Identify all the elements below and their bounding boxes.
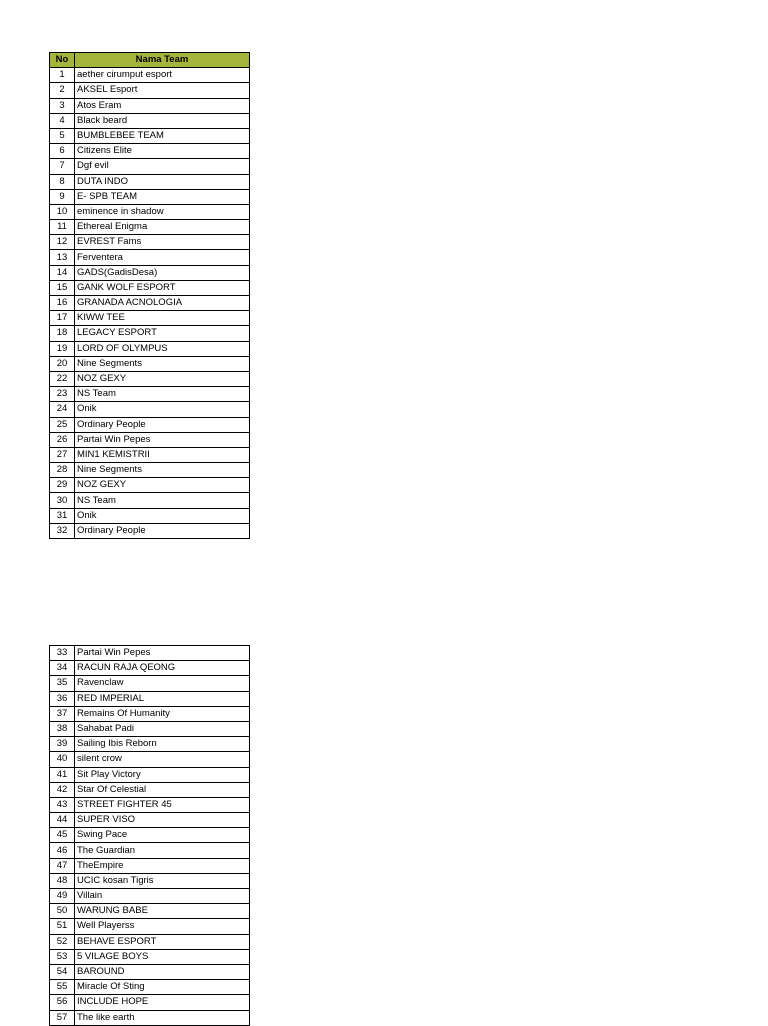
team-name: Sit Play Victory bbox=[75, 767, 250, 782]
team-table-2-body bbox=[50, 646, 250, 1026]
table-row bbox=[50, 174, 250, 189]
team-name: Nine Segments bbox=[75, 356, 250, 371]
row-number: 55 bbox=[50, 980, 75, 995]
table-row bbox=[50, 843, 250, 858]
team-name: Partai Win Pepes bbox=[75, 646, 250, 661]
table-row bbox=[50, 797, 250, 812]
team-name: BAROUND bbox=[75, 964, 250, 979]
team-name: NOZ GEXY bbox=[75, 371, 250, 386]
team-name: SUPER VISO bbox=[75, 813, 250, 828]
table-row bbox=[50, 980, 250, 995]
team-name: MIN1 KEMISTRII bbox=[75, 447, 250, 462]
table-row bbox=[50, 220, 250, 235]
team-name: Atos Eram bbox=[75, 98, 250, 113]
team-name: NS Team bbox=[75, 387, 250, 402]
row-number: 7 bbox=[50, 159, 75, 174]
row-number: 52 bbox=[50, 934, 75, 949]
row-number: 4 bbox=[50, 113, 75, 128]
team-name: AKSEL Esport bbox=[75, 83, 250, 98]
row-number: 15 bbox=[50, 280, 75, 295]
table-row bbox=[50, 691, 250, 706]
team-name: aether cirumput esport bbox=[75, 68, 250, 83]
header-no: No bbox=[50, 53, 75, 68]
team-name: Partai Win Pepes bbox=[75, 432, 250, 447]
row-number: 43 bbox=[50, 797, 75, 812]
team-name: RED IMPERIAL bbox=[75, 691, 250, 706]
table-row bbox=[50, 934, 250, 949]
row-number: 42 bbox=[50, 782, 75, 797]
team-name: Onik bbox=[75, 402, 250, 417]
team-name: KIWW TEE bbox=[75, 311, 250, 326]
table-row bbox=[50, 889, 250, 904]
row-number: 51 bbox=[50, 919, 75, 934]
table-row bbox=[50, 128, 250, 143]
row-number: 25 bbox=[50, 417, 75, 432]
team-name: Dgf evil bbox=[75, 159, 250, 174]
team-name: Ordinary People bbox=[75, 417, 250, 432]
table-row bbox=[50, 265, 250, 280]
table-row bbox=[50, 478, 250, 493]
team-name: Sailing Ibis Reborn bbox=[75, 737, 250, 752]
table-row bbox=[50, 1010, 250, 1025]
table-row bbox=[50, 326, 250, 341]
row-number: 30 bbox=[50, 493, 75, 508]
row-number: 53 bbox=[50, 949, 75, 964]
team-name: BUMBLEBEE TEAM bbox=[75, 128, 250, 143]
row-number: 27 bbox=[50, 447, 75, 462]
row-number: 16 bbox=[50, 296, 75, 311]
team-name: BEHAVE ESPORT bbox=[75, 934, 250, 949]
team-name: STREET FIGHTER 45 bbox=[75, 797, 250, 812]
team-name: EVREST Fams bbox=[75, 235, 250, 250]
table-row bbox=[50, 189, 250, 204]
row-number: 45 bbox=[50, 828, 75, 843]
table-row bbox=[50, 387, 250, 402]
row-number: 8 bbox=[50, 174, 75, 189]
table-row bbox=[50, 919, 250, 934]
table-row bbox=[50, 752, 250, 767]
row-number: 41 bbox=[50, 767, 75, 782]
team-name: TheEmpire bbox=[75, 858, 250, 873]
table-row bbox=[50, 341, 250, 356]
table-row bbox=[50, 782, 250, 797]
team-name: LORD OF OLYMPUS bbox=[75, 341, 250, 356]
table-row bbox=[50, 83, 250, 98]
row-number: 29 bbox=[50, 478, 75, 493]
team-name: Citizens Elite bbox=[75, 144, 250, 159]
table-row bbox=[50, 144, 250, 159]
team-name: Black beard bbox=[75, 113, 250, 128]
row-number: 26 bbox=[50, 432, 75, 447]
row-number: 38 bbox=[50, 721, 75, 736]
team-name: INCLUDE HOPE bbox=[75, 995, 250, 1010]
row-number: 3 bbox=[50, 98, 75, 113]
table-row bbox=[50, 280, 250, 295]
table-row bbox=[50, 447, 250, 462]
team-name: Swing Pace bbox=[75, 828, 250, 843]
team-name: Miracle Of Sting bbox=[75, 980, 250, 995]
row-number: 50 bbox=[50, 904, 75, 919]
team-table-2 bbox=[49, 645, 250, 1026]
team-name: eminence in shadow bbox=[75, 204, 250, 219]
team-name: Ethereal Enigma bbox=[75, 220, 250, 235]
table-header-row bbox=[50, 53, 250, 68]
table-row bbox=[50, 311, 250, 326]
table-row bbox=[50, 68, 250, 83]
header-team-name: Nama Team bbox=[75, 53, 250, 68]
team-name: WARUNG BABE bbox=[75, 904, 250, 919]
row-number: 32 bbox=[50, 523, 75, 538]
row-number: 24 bbox=[50, 402, 75, 417]
team-table-1-body bbox=[50, 68, 250, 539]
team-name: Well Playerss bbox=[75, 919, 250, 934]
team-name: 5 VILAGE BOYS bbox=[75, 949, 250, 964]
table-row bbox=[50, 159, 250, 174]
row-number: 12 bbox=[50, 235, 75, 250]
team-name: NS Team bbox=[75, 493, 250, 508]
table-row bbox=[50, 204, 250, 219]
team-name: Nine Segments bbox=[75, 463, 250, 478]
row-number: 6 bbox=[50, 144, 75, 159]
table-row bbox=[50, 356, 250, 371]
table-row bbox=[50, 98, 250, 113]
table-row bbox=[50, 721, 250, 736]
row-number: 36 bbox=[50, 691, 75, 706]
row-number: 17 bbox=[50, 311, 75, 326]
row-number: 48 bbox=[50, 873, 75, 888]
table-row bbox=[50, 250, 250, 265]
row-number: 37 bbox=[50, 706, 75, 721]
row-number: 18 bbox=[50, 326, 75, 341]
row-number: 20 bbox=[50, 356, 75, 371]
row-number: 22 bbox=[50, 371, 75, 386]
table-row bbox=[50, 508, 250, 523]
table-row bbox=[50, 995, 250, 1010]
team-name: DUTA INDO bbox=[75, 174, 250, 189]
row-number: 47 bbox=[50, 858, 75, 873]
row-number: 1 bbox=[50, 68, 75, 83]
table-row bbox=[50, 113, 250, 128]
table-row bbox=[50, 493, 250, 508]
team-name: Villain bbox=[75, 889, 250, 904]
row-number: 33 bbox=[50, 646, 75, 661]
team-name: The Guardian bbox=[75, 843, 250, 858]
row-number: 57 bbox=[50, 1010, 75, 1025]
table-row bbox=[50, 949, 250, 964]
table-row bbox=[50, 402, 250, 417]
row-number: 34 bbox=[50, 661, 75, 676]
table-row bbox=[50, 463, 250, 478]
row-number: 46 bbox=[50, 843, 75, 858]
row-number: 40 bbox=[50, 752, 75, 767]
team-name: NOZ GEXY bbox=[75, 478, 250, 493]
table-row bbox=[50, 964, 250, 979]
table-row bbox=[50, 858, 250, 873]
table-row bbox=[50, 371, 250, 386]
team-table-1 bbox=[49, 52, 250, 539]
table-row bbox=[50, 904, 250, 919]
table-row bbox=[50, 523, 250, 538]
row-number: 23 bbox=[50, 387, 75, 402]
table-row bbox=[50, 646, 250, 661]
team-name: Sahabat Padi bbox=[75, 721, 250, 736]
team-name: Remains Of Humanity bbox=[75, 706, 250, 721]
row-number: 14 bbox=[50, 265, 75, 280]
team-name: GRANADA ACNOLOGIA bbox=[75, 296, 250, 311]
row-number: 31 bbox=[50, 508, 75, 523]
table-row bbox=[50, 296, 250, 311]
row-number: 49 bbox=[50, 889, 75, 904]
team-name: Star Of Celestial bbox=[75, 782, 250, 797]
team-name: silent crow bbox=[75, 752, 250, 767]
table-row bbox=[50, 706, 250, 721]
table-row bbox=[50, 767, 250, 782]
table-row bbox=[50, 828, 250, 843]
table-row bbox=[50, 661, 250, 676]
row-number: 11 bbox=[50, 220, 75, 235]
row-number: 13 bbox=[50, 250, 75, 265]
team-name: Ferventera bbox=[75, 250, 250, 265]
table-row bbox=[50, 432, 250, 447]
row-number: 39 bbox=[50, 737, 75, 752]
row-number: 44 bbox=[50, 813, 75, 828]
row-number: 54 bbox=[50, 964, 75, 979]
row-number: 35 bbox=[50, 676, 75, 691]
row-number: 2 bbox=[50, 83, 75, 98]
team-name: The like earth bbox=[75, 1010, 250, 1025]
team-name: GADS(GadisDesa) bbox=[75, 265, 250, 280]
team-name: RACUN RAJA QEONG bbox=[75, 661, 250, 676]
table-row bbox=[50, 235, 250, 250]
row-number: 28 bbox=[50, 463, 75, 478]
team-name: Ordinary People bbox=[75, 523, 250, 538]
table-row bbox=[50, 417, 250, 432]
team-name: GANK WOLF ESPORT bbox=[75, 280, 250, 295]
team-name: Onik bbox=[75, 508, 250, 523]
table-row bbox=[50, 873, 250, 888]
row-number: 5 bbox=[50, 128, 75, 143]
team-name: LEGACY ESPORT bbox=[75, 326, 250, 341]
row-number: 56 bbox=[50, 995, 75, 1010]
row-number: 10 bbox=[50, 204, 75, 219]
team-name: Ravenclaw bbox=[75, 676, 250, 691]
row-number: 19 bbox=[50, 341, 75, 356]
table-row bbox=[50, 737, 250, 752]
team-name: UCIC kosan Tigris bbox=[75, 873, 250, 888]
table-row bbox=[50, 676, 250, 691]
table-row bbox=[50, 813, 250, 828]
row-number: 9 bbox=[50, 189, 75, 204]
team-name: E- SPB TEAM bbox=[75, 189, 250, 204]
